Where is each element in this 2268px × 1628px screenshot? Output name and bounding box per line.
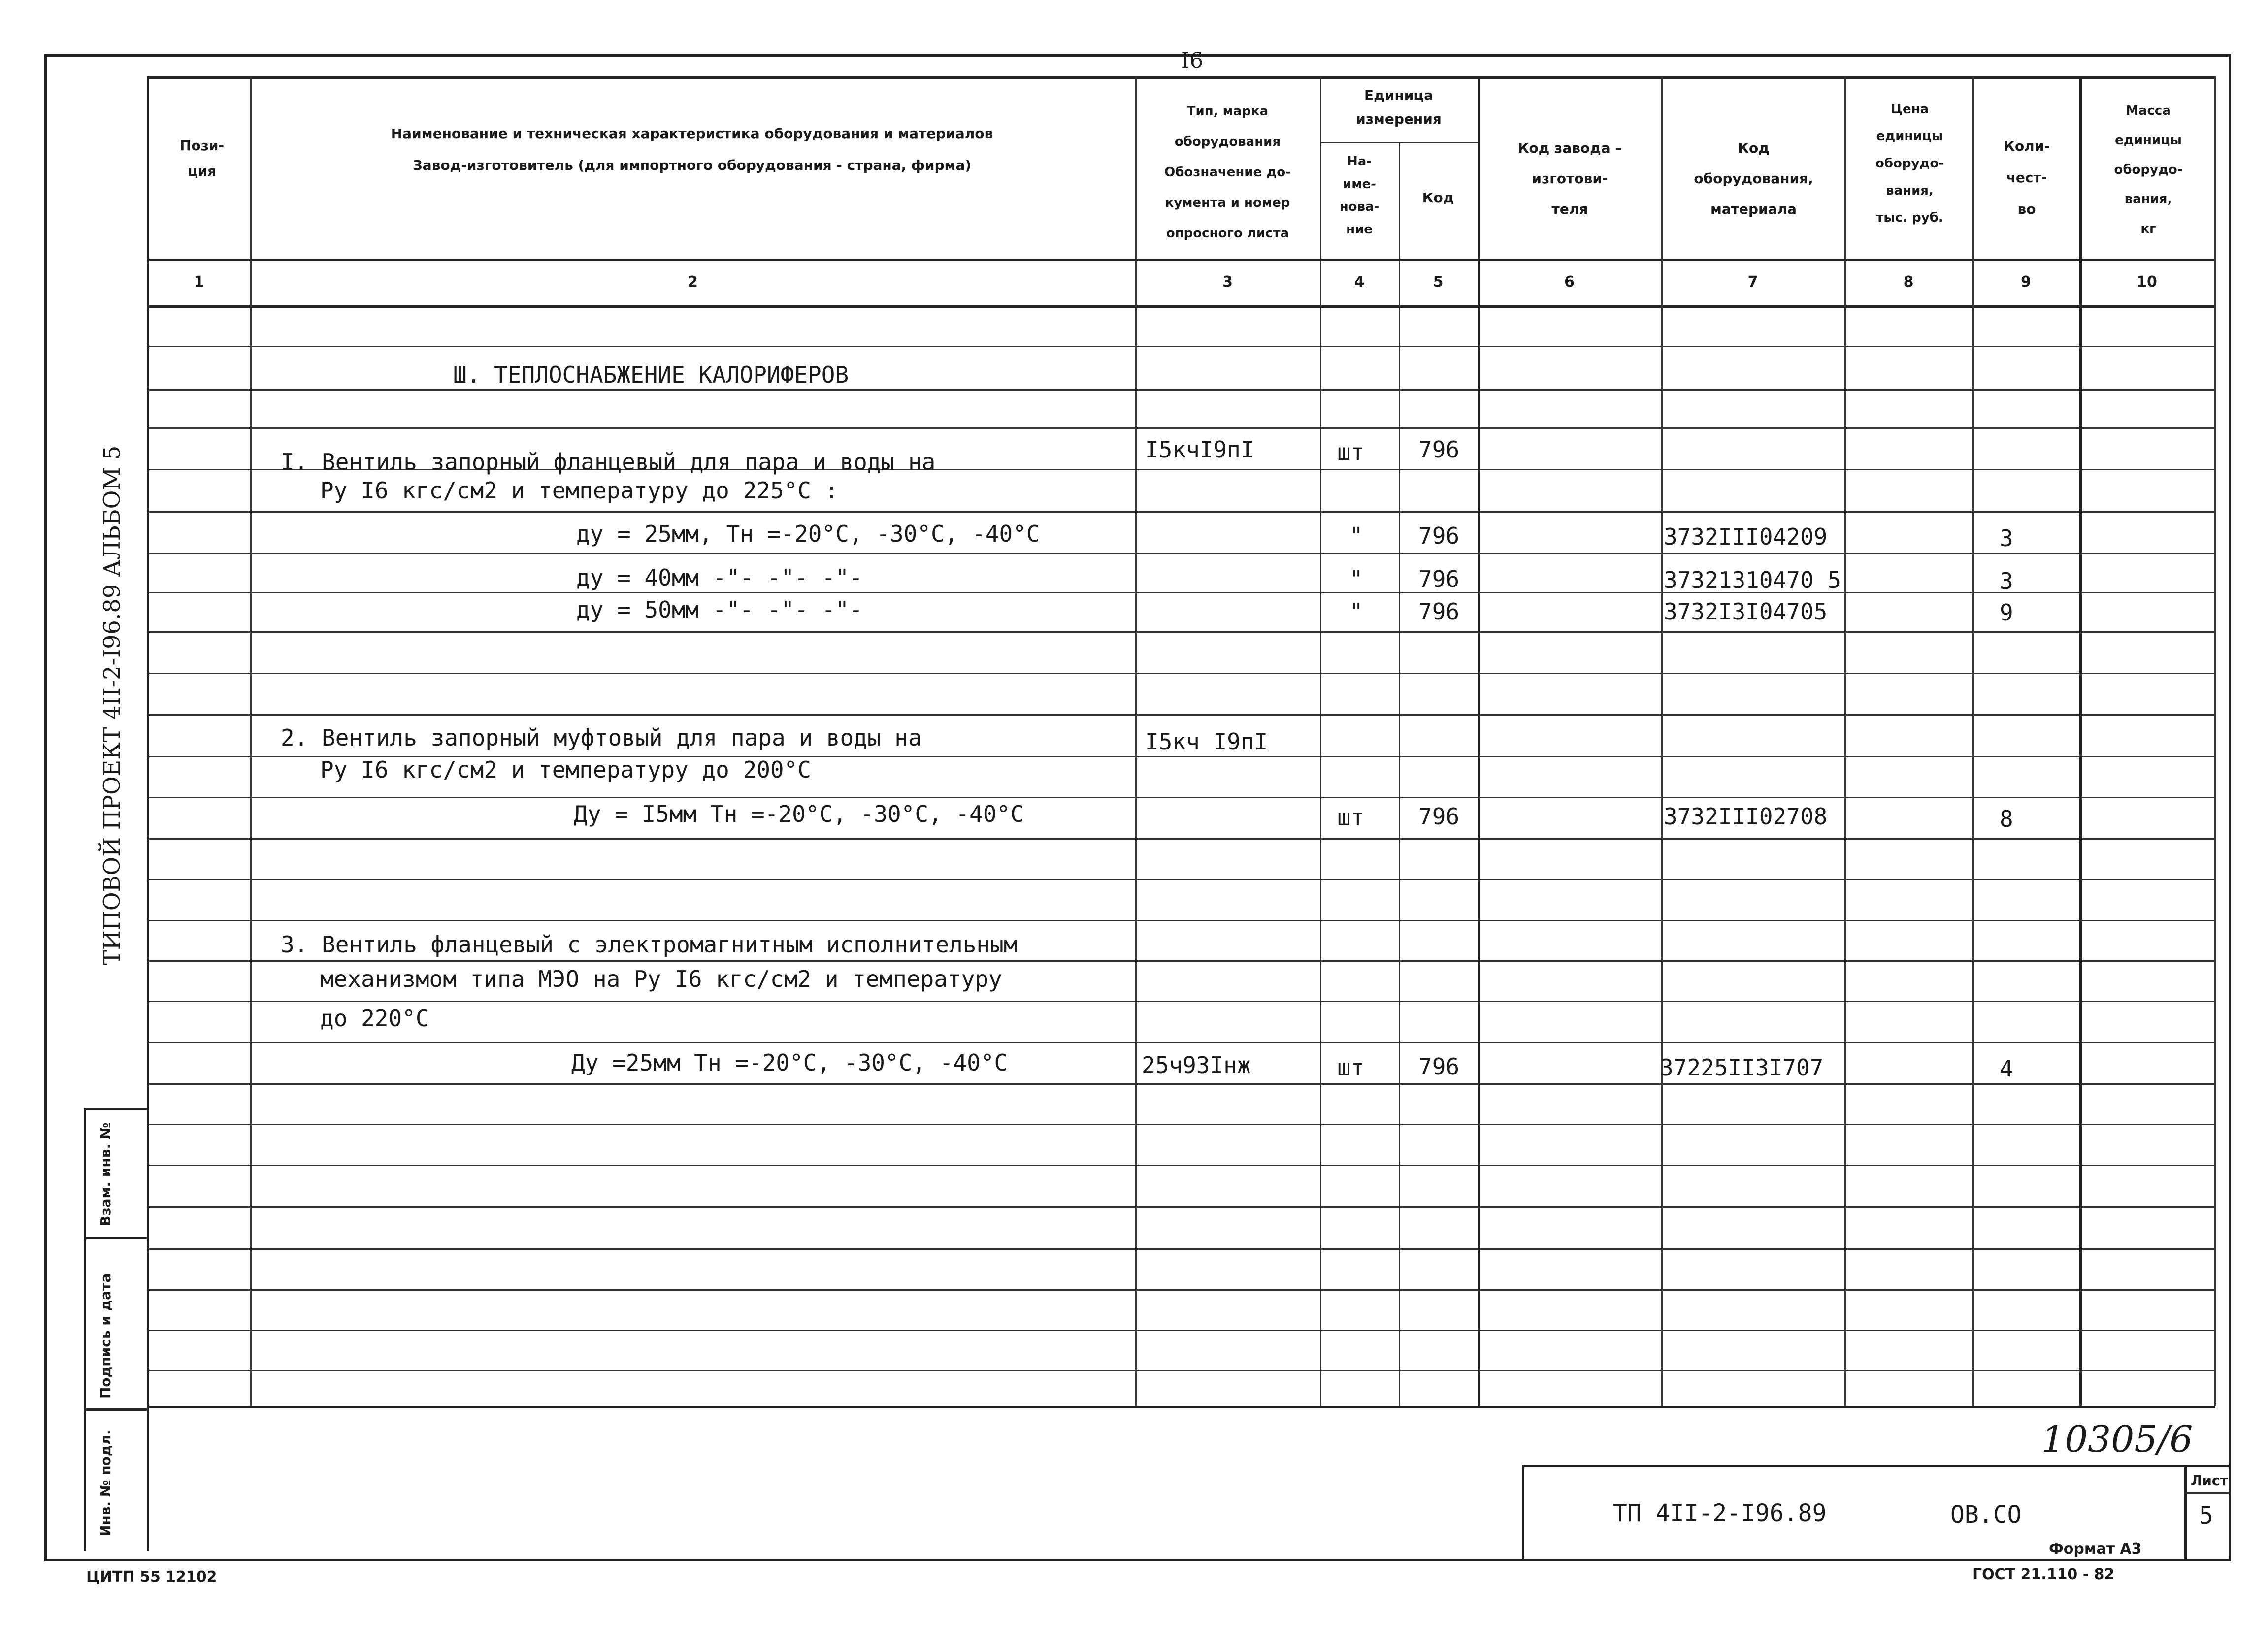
item-3a-type: 25ч93Iнж	[1142, 1052, 1251, 1078]
header-col-1: Пози- ция	[179, 137, 225, 179]
stamp-replacement-inv: Взам. инв. №	[98, 1122, 114, 1226]
item-1a-desc: ду = 25мм, Тн =-20°С, -30°С, -40°С	[576, 521, 1040, 547]
table-row-line	[147, 960, 2215, 962]
item-1-type: I5кчI9пI	[1145, 436, 1254, 463]
table-row-line	[147, 389, 2215, 391]
item-1-title: I. Вентиль запорный фланцевый для пара и воды на	[281, 449, 936, 475]
item-1-unit: шт	[1337, 439, 1365, 465]
handwritten-number: 10305/6	[2041, 1418, 2193, 1461]
col-line-4	[1399, 142, 1400, 1406]
item-1a-quantity: 3	[2000, 525, 2013, 552]
table-row-line	[147, 1406, 2215, 1408]
item-1b-code: 796	[1418, 566, 1460, 592]
stamp-divider-1	[84, 1237, 148, 1239]
colnum-3: 3	[1222, 273, 1233, 291]
table-row-line	[147, 1206, 2215, 1208]
section-title: Ш. ТЕПЛОСНАБЖЕНИЕ КАЛОРИФЕРОВ	[453, 361, 849, 388]
footer-format: Формат А3	[2049, 1540, 2142, 1558]
table-row-line	[147, 1370, 2215, 1371]
table-row-line	[147, 1001, 2215, 1002]
table-row-line	[147, 1248, 2215, 1250]
item-2-title: 2. Вентиль запорный муфтовый для пара и воды на	[281, 724, 922, 751]
colnum-2: 2	[688, 273, 698, 291]
table-row-line	[147, 838, 2215, 840]
header-col-5: Код	[1422, 190, 1454, 206]
page-top-number: I6	[1181, 48, 1204, 73]
table-row-line	[147, 1289, 2215, 1291]
item-1c-code: 796	[1418, 598, 1460, 625]
table-row-line	[147, 1165, 2215, 1166]
header-col-7: Код оборудования, материала	[1694, 140, 1813, 217]
header-col-10: Масса единицы оборудо- вания, кг	[2114, 103, 2183, 236]
header-col-9: Коли- чест- во	[2004, 138, 2050, 217]
item-1-code: 796	[1418, 436, 1460, 463]
item-1c-unit: "	[1349, 598, 1363, 625]
titleblock-sheet-line	[2184, 1492, 2231, 1494]
item-2a-unit: шт	[1337, 804, 1365, 831]
titleblock-left-line	[1522, 1465, 1524, 1561]
item-1a-unit: "	[1349, 522, 1363, 549]
colnum-6: 6	[1564, 273, 1575, 291]
titleblock-sheet-number: 5	[2199, 1502, 2213, 1530]
table-row-line	[147, 673, 2215, 674]
footer-left: ЦИТП 55 12102	[86, 1568, 217, 1586]
header-col-4: На- име- нова- ние	[1339, 154, 1380, 237]
table-row-line	[147, 592, 2215, 593]
titleblock-sheet-label: Лист	[2191, 1472, 2228, 1489]
item-2a-desc: Ду = I5мм Тн =-20°С, -30°С, -40°С	[574, 801, 1024, 827]
item-1b-desc: ду = 40мм -"- -"- -"-	[576, 564, 863, 591]
item-2a-equipment-code: 3732III02708	[1664, 803, 1828, 830]
item-3-title: 3. Вентиль фланцевый с электромагнитным исполнительным	[281, 931, 1018, 958]
titleblock-doc-code: ТП 4II-2-I96.89	[1613, 1499, 1827, 1527]
side-project-label: ТИПОВОЙ ПРОЕКТ 4II-2-I96.89 АЛЬБОМ 5	[99, 445, 125, 965]
item-3a-quantity: 4	[2000, 1055, 2013, 1082]
colnum-1: 1	[194, 273, 204, 291]
stamp-top-line	[84, 1108, 148, 1110]
item-1c-quantity: 9	[2000, 599, 2013, 626]
table-row-line	[147, 797, 2215, 798]
item-1c-desc: ду = 50мм -"- -"- -"-	[576, 596, 863, 623]
table-row-line	[147, 920, 2215, 921]
colnum-10: 10	[2137, 273, 2157, 291]
item-3a-desc: Ду =25мм Тн =-20°С, -30°С, -40°С	[571, 1049, 1008, 1076]
table-row-line	[147, 879, 2215, 880]
item-2-type: I5кч I9пI	[1145, 728, 1268, 755]
stamp-signature-date: Подпись и дата	[98, 1273, 114, 1399]
item-1c-equipment-code: 3732I3I04705	[1664, 598, 1828, 625]
item-1a-code: 796	[1418, 522, 1460, 549]
table-row-line	[147, 553, 2215, 554]
header-col-6: Код завода – изготови- теля	[1517, 140, 1622, 217]
stamp-divider-2	[84, 1408, 148, 1411]
header-col-2: Наименование и техническая характеристика оборудования и материалов Завод-изготовитель (для импортного оборудования - страна, фирма)	[391, 126, 993, 173]
table-row-line	[147, 631, 2215, 633]
item-3a-code: 796	[1418, 1053, 1460, 1080]
table-row-line	[147, 427, 2215, 429]
table-row-line	[147, 346, 2215, 347]
item-1a-equipment-code: 3732III04209	[1664, 523, 1828, 550]
table-top-line	[147, 76, 2215, 79]
footer-gost: ГОСТ 21.110 - 82	[1972, 1566, 2115, 1583]
titleblock-sheet-divider	[2184, 1465, 2187, 1561]
colnum-5: 5	[1433, 273, 1444, 291]
titleblock-top-line	[1522, 1465, 2231, 1467]
table-row-line	[147, 714, 2215, 716]
table-row-line	[147, 511, 2215, 513]
item-2a-code: 796	[1418, 803, 1460, 830]
item-1b-equipment-code: 37321310470 5	[1664, 567, 1841, 593]
item-3-params: механизмом типа МЭО на Ру I6 кгс/см2 и температуру	[320, 966, 1002, 992]
colnum-bottom-line	[147, 305, 2215, 308]
colnum-7: 7	[1747, 273, 1758, 291]
table-row-line	[147, 1124, 2215, 1125]
stamp-column-left-edge	[84, 1108, 86, 1551]
colnum-4: 4	[1354, 273, 1365, 291]
item-1b-unit: "	[1349, 566, 1363, 592]
item-2a-quantity: 8	[2000, 806, 2013, 832]
col-line-10	[2214, 76, 2216, 1406]
stamp-inv-no: Инв. № подл.	[98, 1430, 114, 1536]
table-row-line	[147, 1330, 2215, 1331]
item-3-temperature: до 220°С	[320, 1005, 429, 1032]
item-1b-quantity: 3	[2000, 568, 2013, 594]
colnum-9: 9	[2021, 273, 2031, 291]
colnum-8: 8	[1903, 273, 1914, 291]
item-1-params: Ру I6 кгс/см2 и температуру до 225°С :	[320, 477, 839, 504]
item-2-params: Ру I6 кгс/см2 и температуру до 200°С	[320, 756, 811, 783]
header-col-8: Цена единицы оборудо- вания, тыс. руб.	[1875, 102, 1944, 225]
item-3a-equipment-code: 37225II3I707	[1660, 1054, 1824, 1081]
table-row-line	[147, 1083, 2215, 1085]
header-bottom-line	[147, 259, 2215, 261]
table-row-line	[147, 1042, 2215, 1043]
header-unit-group: Единица измерения	[1356, 87, 1442, 127]
header-col-3: Тип, марка оборудования Обозначение до- кумента и номер опросного листа	[1164, 104, 1291, 241]
item-3a-unit: шт	[1337, 1054, 1365, 1081]
titleblock-sheet-code: ОВ.СО	[1950, 1501, 2022, 1529]
